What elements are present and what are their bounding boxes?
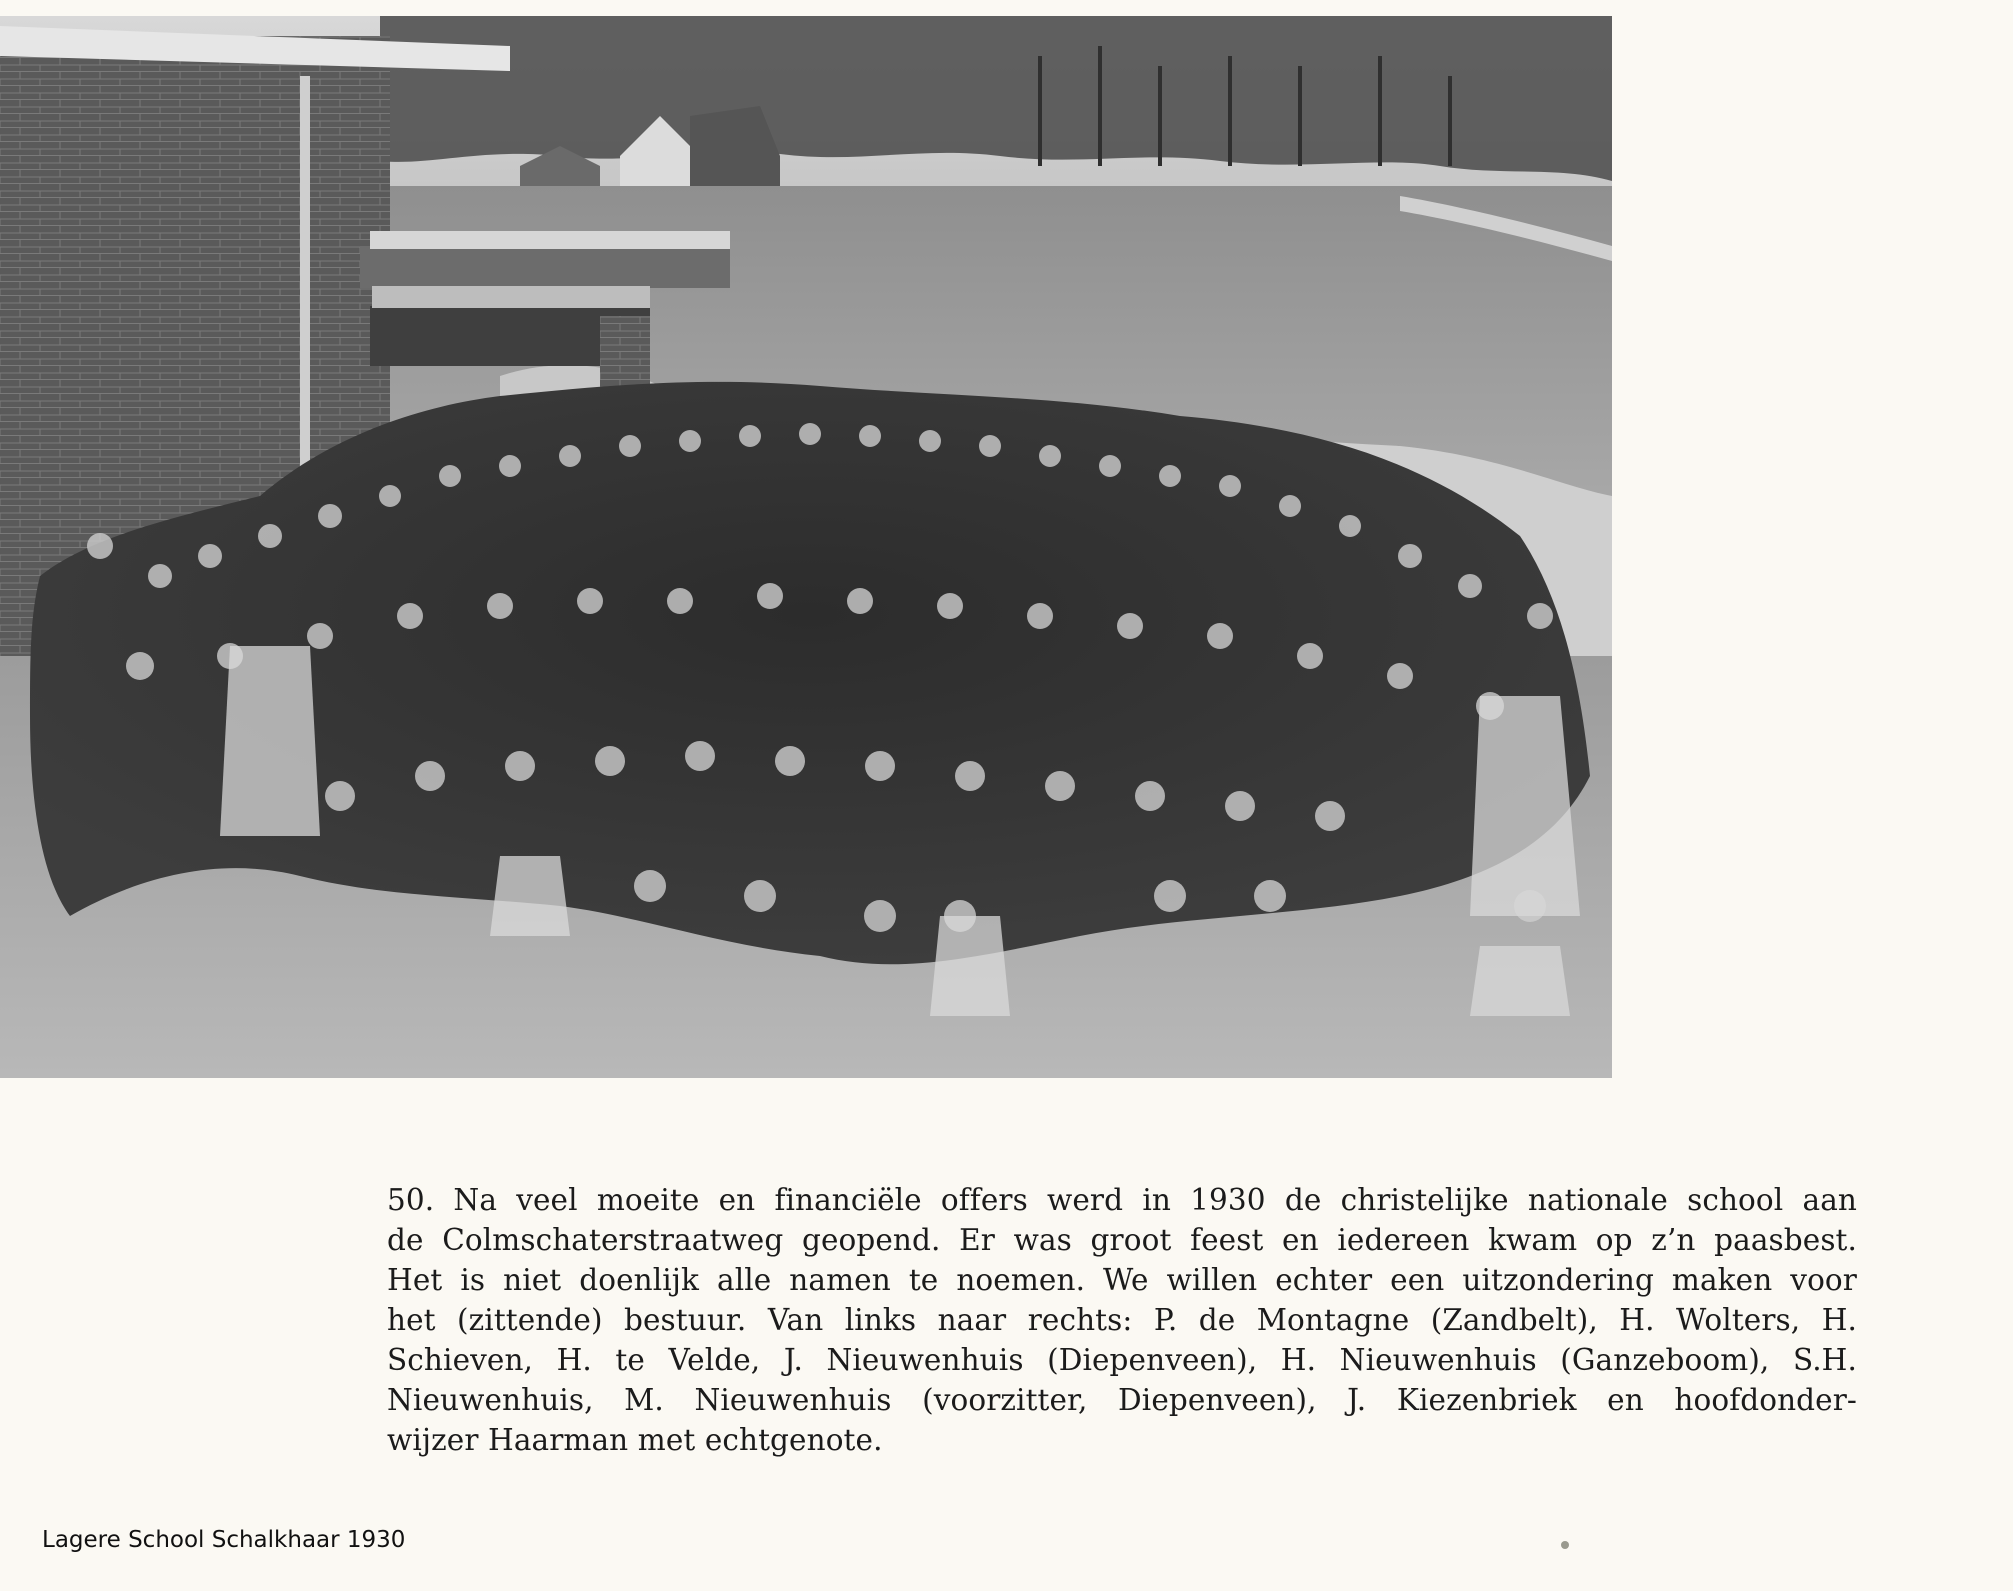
footer-label: Lagere School Schalkhaar 1930 — [42, 1527, 406, 1553]
caption-line: Het is niet doenlijk alle namen te noemen. We willen echter een uitzondering maken voor — [387, 1263, 1857, 1297]
caption-line: Nieuwenhuis, M. Nieuwenhuis (voorzitter, Diepenveen), J. Kiezenbriek en hoofdonder- — [387, 1383, 1857, 1417]
caption-line: het (zittende) bestuur. Van links naar rechts: P. de Montagne (Zandbelt), H. Wolters, H. — [387, 1303, 1857, 1337]
photo-caption — [387, 1180, 1857, 1460]
caption-line: Schieven, H. te Velde, J. Nieuwenhuis (Diepenveen), H. Nieuwenhuis (Ganzeboom), S.H. — [387, 1343, 1857, 1377]
caption-line: 50. Na veel moeite en financiële offers werd in 1930 de christelijke nationale school aan — [387, 1183, 1857, 1217]
page-mark-dot — [1561, 1541, 1569, 1549]
group-photo — [0, 16, 1612, 1078]
caption-line: wijzer Haarman met echtgenote. — [387, 1423, 883, 1457]
caption-line: de Colmschaterstraatweg geopend. Er was groot feest en iedereen kwam op z’n paasbest. — [387, 1223, 1857, 1257]
